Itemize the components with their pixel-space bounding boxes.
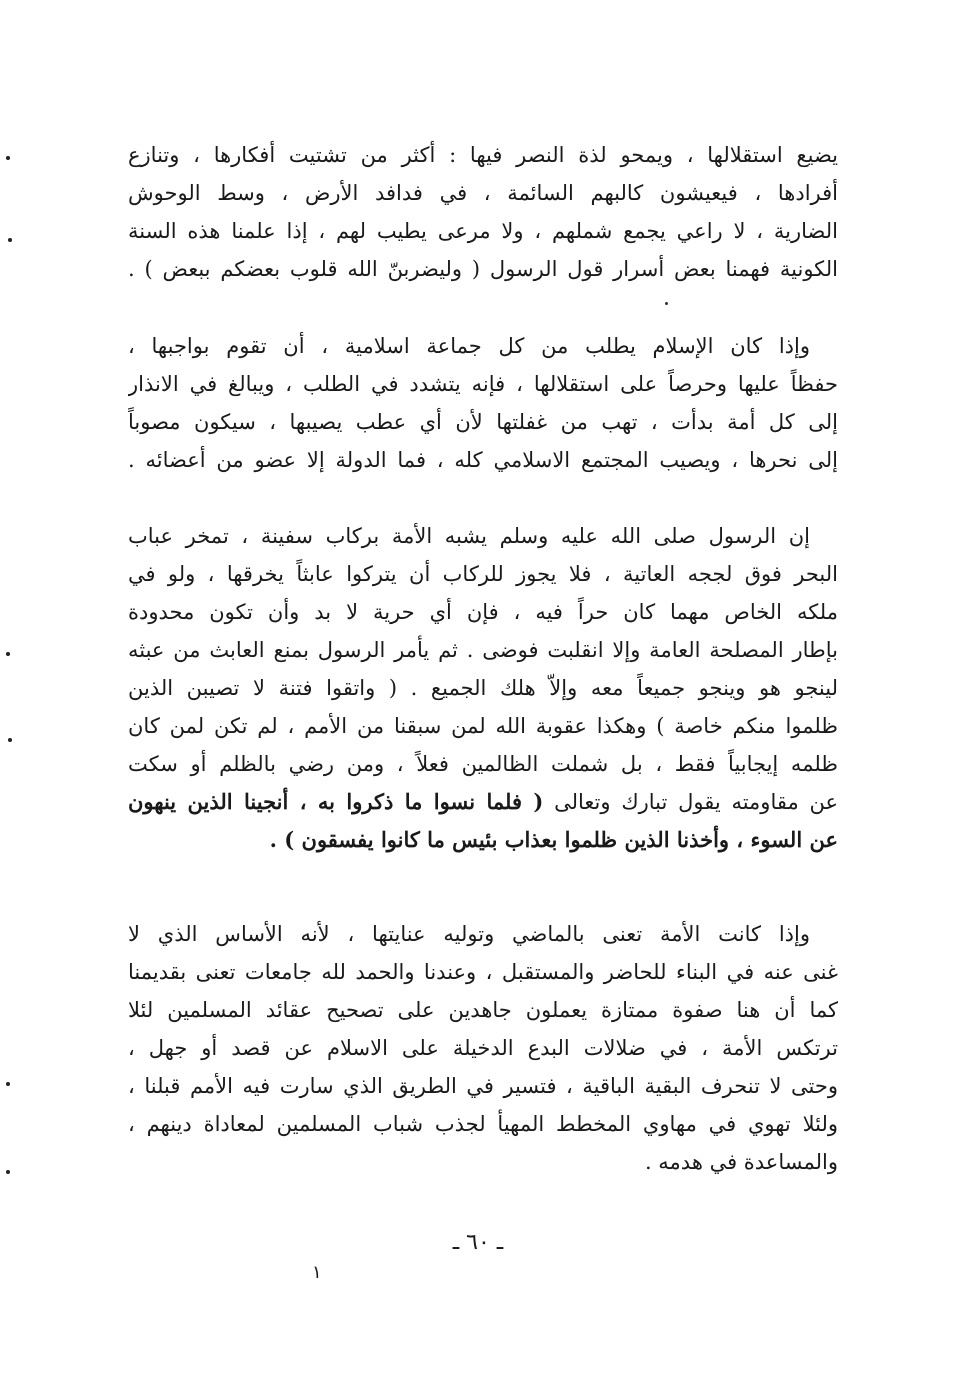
text-line: وإذا كانت الأمة تعنى بالماضي وتوليه عنايتها ، لأنه الأساس الذي لا: [128, 922, 810, 946]
text-line: كما أن هنا صفوة ممتازة يعملون جاهدين على تصحيح عقائد المسلمين لئلا: [128, 998, 838, 1022]
margin-dot: [8, 738, 12, 742]
text-line: ولئلا تهوي في مهاوي المخطط المهيأ لجذب شباب المسلمين لمعاداة دينهم ،: [128, 1112, 838, 1136]
text-line: إلى نحرها ، ويصيب المجتمع الاسلامي كله ، فما الدولة إلا عضو من أعضائه .: [128, 448, 838, 472]
text-line: إلى كل أمة بدأت ، تهب من غفلتها لأن أي عطب يصيبها ، سيكون مصوباً: [128, 410, 838, 434]
text-line: الضارية ، لا راعي يجمع شملهم ، ولا مرعى يطيب لهم ، إذا علمنا هذه السنة: [128, 219, 838, 243]
text-line: غنى عنه في البناء للحاضر والمستقبل ، وعندنا والحمد لله جامعات تعنى بقديمنا: [128, 960, 838, 984]
signature-mark: ١: [312, 1262, 322, 1283]
text-line: والمساعدة في هدمه .: [644, 1150, 838, 1174]
text-line: يضيع استقلالها ، ويمحو لذة النصر فيها : أكثر من تشتيت أفكارها ، وتنازع: [128, 143, 838, 167]
text-line: ترتكس الأمة ، في ضلالات البدع الدخيلة على الاسلام عن قصد أو جهل ،: [128, 1036, 838, 1060]
text-line: بإطار المصلحة العامة وإلا انقلبت فوضى . ثم يأمر الرسول بمنع العابث من عبثه: [128, 638, 838, 662]
text-line: وإذا كان الإسلام يطلب من كل جماعة اسلامية ، أن تقوم بواجبها ،: [128, 334, 810, 358]
text-line: ملكه الخاص مهما كان حراً فيه ، فإن أي حرية لا بد وأن تكون محدودة: [128, 600, 838, 624]
text-line: لينجو هو وينجو جميعاً معه وإلاّ هلك الجميع . ( واتقوا فتنة لا تصيبن الذين: [128, 676, 838, 700]
margin-dot: [6, 652, 10, 656]
paragraph-4: [128, 915, 838, 1181]
margin-dot: [8, 238, 12, 242]
quran-quote-bold-line: عن السوء ، وأخذنا الذين ظلموا بعذاب بئيس ما كانوا يفسقون ) .: [269, 827, 838, 852]
text-line: ظلموا منكم خاصة ) وهكذا عقوبة الله لمن سبقنا من الأمم ، لم تكن لمن كان: [128, 714, 838, 738]
paragraph-1: [128, 136, 838, 288]
margin-dot: [6, 1082, 10, 1086]
text-line: البحر فوق لججه العاتية ، فلا يجوز للركاب أن يتركوا عابثاً يخرقها ، ولو في: [128, 562, 838, 586]
text-line: حفظاً عليها وحرصاً على استقلالها ، فإنه يتشدد في الطلب ، ويبالغ في الانذار: [128, 372, 838, 396]
paragraph-2: [128, 327, 838, 479]
text-line: وحتى لا تنحرف البقية الباقية ، فتسير في الطريق الذي سارت فيه الأمم قبلنا ،: [128, 1074, 838, 1098]
text-line: أفرادها ، فيعيشون كالبهم السائمة ، في فدافد الأرض ، وسط الوحوش: [128, 181, 838, 205]
paragraph-3: [128, 517, 838, 859]
center-dot: [665, 302, 668, 305]
margin-dot: [6, 156, 10, 160]
text-line: إن الرسول صلى الله عليه وسلم يشبه الأمة بركاب سفينة ، تمخر عباب: [128, 524, 810, 548]
text-line: ظلمه إيجابياً فقط ، بل شملت الظالمين فعلاً ، ومن رضي بالظلم أو سكت: [128, 752, 838, 776]
text-line: الكونية فهمنا بعض أسرار قول الرسول ( وليضربنّ الله قلوب بعضكم ببعض ) .: [128, 257, 838, 281]
page-number: ـ ٦٠ ـ: [452, 1230, 504, 1255]
quran-quote-bold: ( فلما نسوا ما ذكروا به ، أنجينا الذين ينهون: [128, 789, 544, 814]
plain-text: عن مقاومته يقول تبارك وتعالى: [543, 790, 838, 814]
text-line-mixed: [128, 783, 838, 821]
margin-dot: [6, 1170, 10, 1174]
